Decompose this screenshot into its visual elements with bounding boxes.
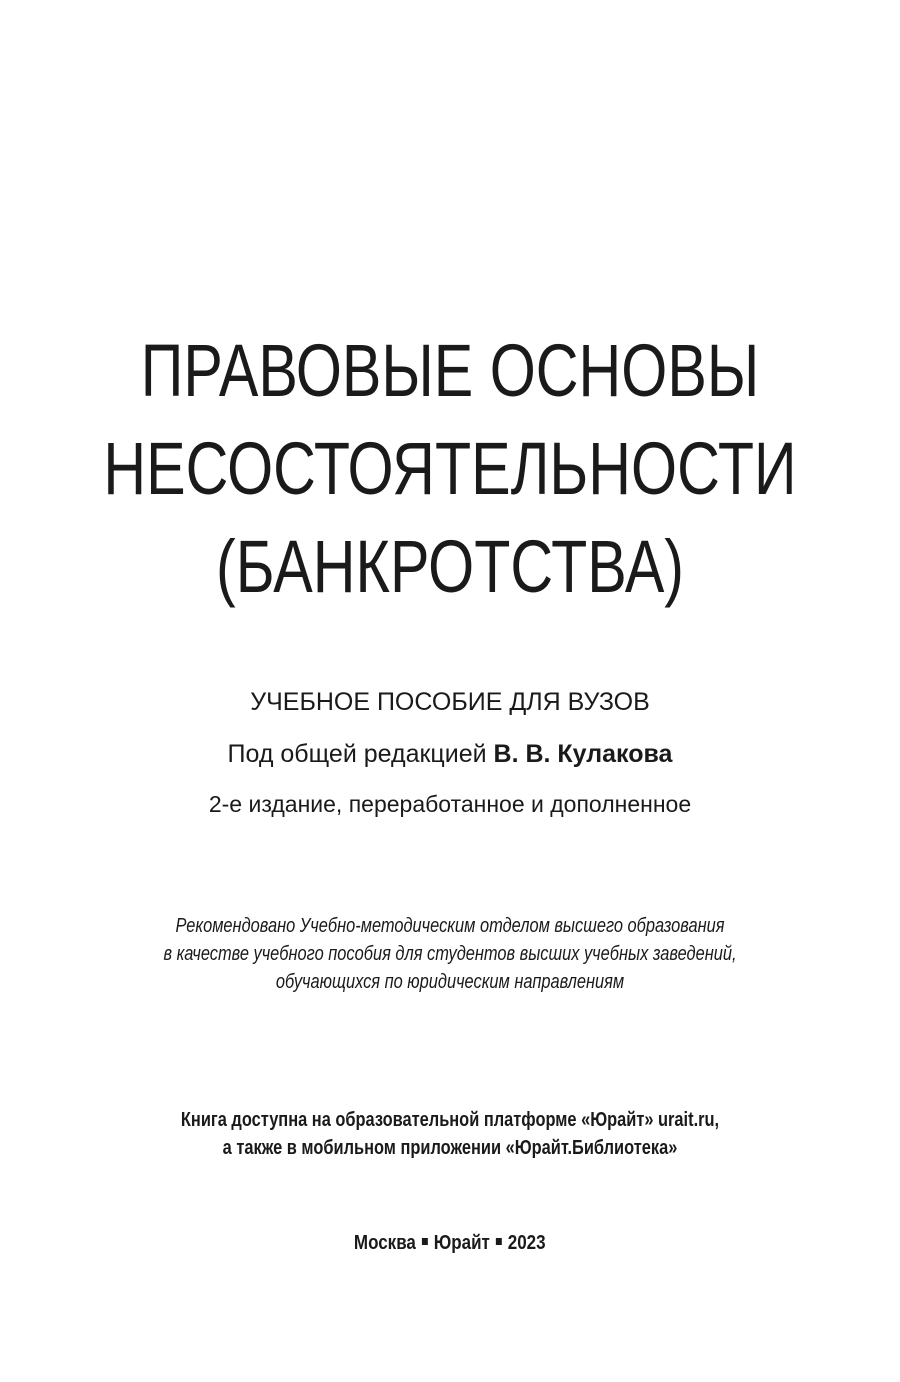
separator-square-icon xyxy=(496,1238,502,1245)
imprint xyxy=(0,1232,900,1255)
separator-square-icon xyxy=(422,1238,428,1245)
recommendation-note xyxy=(0,912,900,996)
recommendation-line-1: Рекомендовано Учебно-методическим отделом высшего образования xyxy=(175,915,725,937)
recommendation-line-2: в качестве учебного пособия для студентов высших учебных заведений, xyxy=(163,943,737,965)
imprint-city: Москва xyxy=(354,1232,417,1254)
editor-name: В. В. Кулакова xyxy=(493,740,673,768)
editor-line xyxy=(0,740,900,769)
book-title-line-2: НЕСОСТОЯТЕЛЬНОСТИ xyxy=(103,427,797,510)
availability-line-1: Книга доступна на образовательной платформе «Юрайт» urait.ru, xyxy=(180,1109,720,1131)
recommendation-line-3: обучающихся по юридическим направлениям xyxy=(275,971,625,993)
book-title-line-1: ПРАВОВЫЕ ОСНОВЫ xyxy=(140,329,760,412)
edition-note: 2-е издание, переработанное и дополненное xyxy=(208,791,692,817)
availability-line-2: а также в мобильном приложении «Юрайт.Библиотека» xyxy=(222,1137,678,1159)
editor-prefix: Под общей редакцией xyxy=(227,740,487,768)
imprint-year: 2023 xyxy=(507,1232,546,1254)
book-type: УЧЕБНОЕ ПОСОБИЕ ДЛЯ ВУЗОВ xyxy=(250,688,650,716)
imprint-publisher: Юрайт xyxy=(433,1232,491,1254)
book-title-line-3: (БАНКРОТСТВА) xyxy=(215,525,685,608)
book-title xyxy=(0,322,900,616)
availability-note xyxy=(0,1106,900,1162)
